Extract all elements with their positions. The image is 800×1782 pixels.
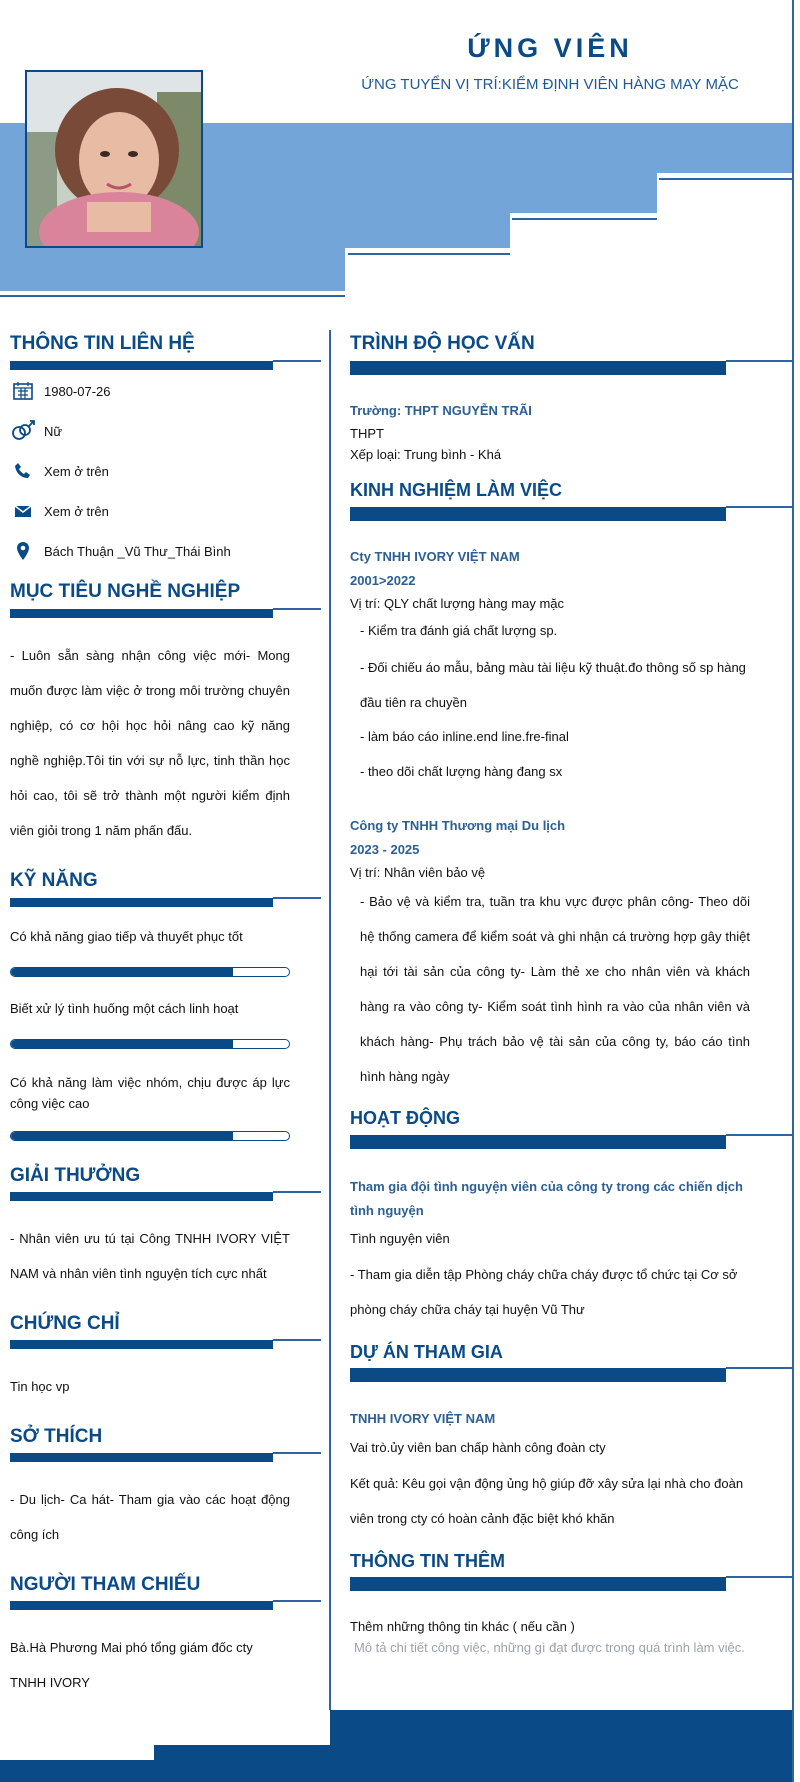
job-1-period: 2001>2022: [350, 573, 416, 588]
references-title-bar: [10, 1601, 273, 1610]
extra-placeholder: Mô tả chi tiết công việc, những gì đạt được trong quá trình làm việc.: [354, 1640, 745, 1655]
skill-2-bar-fill: [11, 1040, 233, 1048]
skill-2-bar: [10, 1039, 290, 1049]
skills-title: KỸ NĂNG: [10, 870, 98, 891]
header-band-step-2: [510, 123, 657, 213]
experience-title-bar: [350, 507, 726, 521]
job-2-period: 2023 - 2025: [350, 842, 420, 857]
contact-birthday: [10, 379, 111, 403]
activities-text: - Tham gia diễn tập Phòng cháy chữa cháy được tổ chức tại Cơ sở phòng cháy chữa cháy tại huyện Vũ Thư: [350, 1267, 738, 1317]
hobbies-title-line: [273, 1452, 321, 1454]
column-divider: [329, 330, 331, 1710]
project-role: Vai trò.ủy viên ban chấp hành công đoàn cty: [350, 1440, 606, 1455]
skill-3-bar: [10, 1131, 290, 1141]
hobbies-title: SỞ THÍCH: [10, 1426, 103, 1447]
address-value: Bách Thuận _Vũ Thư_Thái Bình: [44, 543, 231, 559]
experience-title: KINH NGHIỆM LÀM VIỆC: [350, 480, 563, 500]
step-line-1: [0, 295, 345, 297]
candidate-name: ỨNG VIÊN: [467, 33, 633, 63]
gender-icon: [10, 420, 36, 442]
objective-title: MỤC TIÊU NGHỀ NGHIỆP: [10, 581, 241, 602]
skill-3-name: Có khả năng làm việc nhóm, chịu được áp lực công việc cao: [10, 1075, 290, 1111]
job-1-role: Vị trí: QLY chất lượng hàng may mặc: [350, 596, 565, 611]
job-1-duty-2: - Đối chiếu áo mẫu, bảng màu tài liệu kỹ thuật.đo thông số sp hàng đầu tiên ra chuyền: [360, 660, 746, 710]
header-band-step-1: [345, 123, 510, 248]
skill-1-bar-fill: [11, 968, 233, 976]
skill-1-bar: [10, 967, 290, 977]
footer-band-mid: [154, 1745, 330, 1782]
education-school: Trường: THPT NGUYỄN TRÃI: [350, 403, 532, 418]
job-1-company: Cty TNHH IVORY VIỆT NAM: [350, 549, 520, 564]
step-line-4: [659, 178, 792, 180]
awards-title: GIẢI THƯỞNG: [10, 1165, 141, 1186]
location-pin-icon: [10, 540, 36, 562]
birthday-value: 1980-07-26: [44, 383, 111, 399]
projects-title: DỰ ÁN THAM GIA: [350, 1342, 503, 1362]
step-line-3: [512, 218, 657, 220]
activities-title-bar: [350, 1135, 726, 1149]
footer-band-right: [330, 1710, 792, 1782]
project-result: Kết quả: Kêu gọi vận động ủng hộ giúp đỡ xây sửa lại nhà cho đoàn viên trong cty có hoàn cảnh đặc biệt khó khăn: [350, 1476, 744, 1526]
header-band-step-3: [657, 123, 792, 173]
project-name: TNHH IVORY VIỆT NAM: [350, 1411, 496, 1426]
job-2-company: Công ty TNHH Thương mại Du lịch: [350, 818, 566, 833]
skills-title-line: [273, 897, 321, 899]
contact-phone: [10, 459, 109, 483]
activities-title-line: [726, 1134, 792, 1136]
extra-title-bar: [350, 1577, 726, 1591]
gender-value: Nữ: [44, 423, 63, 439]
skills-title-bar: [10, 898, 273, 907]
phone-value: Xem ở trên: [44, 463, 109, 479]
email-value: Xem ở trên: [44, 503, 109, 519]
skill-3-bar-fill: [11, 1132, 233, 1140]
education-level: THPT: [350, 426, 384, 441]
extra-title: THÔNG TIN THÊM: [350, 1551, 505, 1571]
contact-address: [10, 539, 231, 563]
activities-title: HOẠT ĐỘNG: [350, 1108, 460, 1128]
hobbies-title-bar: [10, 1453, 273, 1462]
contact-title-bar: [10, 361, 273, 370]
extra-title-line: [726, 1576, 792, 1578]
certificates-title-line: [273, 1339, 321, 1341]
objective-title-line: [273, 608, 321, 610]
envelope-icon: [10, 500, 36, 522]
extra-text: Thêm những thông tin khác ( nếu cần ): [350, 1619, 575, 1634]
contact-title: THÔNG TIN LIÊN HỆ: [10, 333, 195, 354]
certificates-title: CHỨNG CHỈ: [10, 1313, 120, 1334]
references-text: Bà.Hà Phương Mai phó tổng giám đốc cty TNHH IVORY: [10, 1640, 253, 1690]
calendar-icon: [10, 380, 36, 402]
skill-1-name: Có khả năng giao tiếp và thuyết phục tốt: [10, 929, 243, 944]
job-2-role: Vị trí: Nhân viên bảo vệ: [350, 865, 486, 880]
awards-title-line: [273, 1191, 321, 1193]
activities-role: Tình nguyện viên: [350, 1231, 450, 1246]
footer-band-left: [0, 1760, 154, 1782]
hobbies-text: - Du lịch- Ca hát- Tham gia vào các hoạt động công ích: [10, 1492, 290, 1542]
experience-title-line: [726, 506, 792, 508]
profile-photo-image: [27, 72, 203, 248]
right-edge-line: [792, 0, 794, 1782]
job-1-duty-4: - theo dõi chất lượng hàng đang sx: [360, 764, 563, 779]
projects-title-line: [726, 1367, 792, 1369]
references-title: NGƯỜI THAM CHIẾU: [10, 1574, 201, 1595]
job-1-duty-3: - làm báo cáo inline.end line.fre-final: [360, 729, 569, 744]
objective-text: - Luôn sẵn sàng nhận công việc mới- Mong muốn được làm việc ở trong môi trường chuyên nghiệp, có cơ hội học hỏi nâng cao kỹ năng nghề nghiệp.Tôi tin với sự nỗ lực, tinh thần học hỏi cao, tôi sẽ trở thành một người kiểm định viên giỏi trong 1 năm phấn đấu.: [10, 648, 290, 838]
projects-title-bar: [350, 1368, 726, 1382]
certificates-title-bar: [10, 1340, 273, 1349]
job-1-duty-1: - Kiểm tra đánh giá chất lượng sp.: [360, 623, 558, 638]
education-title: TRÌNH ĐỘ HỌC VẤN: [350, 333, 535, 354]
references-title-line: [273, 1600, 321, 1602]
contact-gender: [10, 419, 62, 443]
step-line-2: [348, 253, 510, 255]
job-2-duty-1: - Bảo vệ và kiểm tra, tuần tra khu vực được phân công- Theo dõi hệ thống camera để kiểm soát và ghi nhận cá trường hợp gây thiệt hại tới tài sản của công ty- Làm thẻ xe cho nhân viên và khách hàng ra vào công ty- Kiểm soát tình hình ra vào của nhân viên và khách hàng- Phụ trách bảo vệ tài sản của công ty, báo cáo tình hình hàng ngày: [360, 894, 750, 1084]
skill-2-name: Biết xử lý tình huống một cách linh hoạt: [10, 1001, 239, 1016]
contact-title-line: [273, 360, 321, 362]
certificates-text: Tin học vp: [10, 1379, 70, 1394]
activities-heading: Tham gia đội tình nguyện viên của công ty trong các chiến dịch tình nguyện: [350, 1179, 743, 1218]
education-title-bar: [350, 361, 726, 375]
phone-icon: [10, 460, 36, 482]
objective-title-bar: [10, 609, 273, 618]
profile-photo: [25, 70, 203, 248]
education-title-line: [726, 360, 792, 362]
applied-position: ỨNG TUYỂN VỊ TRÍ:KIỂM ĐỊNH VIÊN HÀNG MAY MẶC: [361, 76, 739, 93]
contact-email: [10, 499, 109, 523]
awards-text: - Nhân viên ưu tú tại Công TNHH IVORY VIỆT NAM và nhân viên tình nguyện tích cực nhất: [10, 1231, 290, 1281]
awards-title-bar: [10, 1192, 273, 1201]
education-rank: Xếp loại: Trung bình - Khá: [350, 447, 502, 462]
